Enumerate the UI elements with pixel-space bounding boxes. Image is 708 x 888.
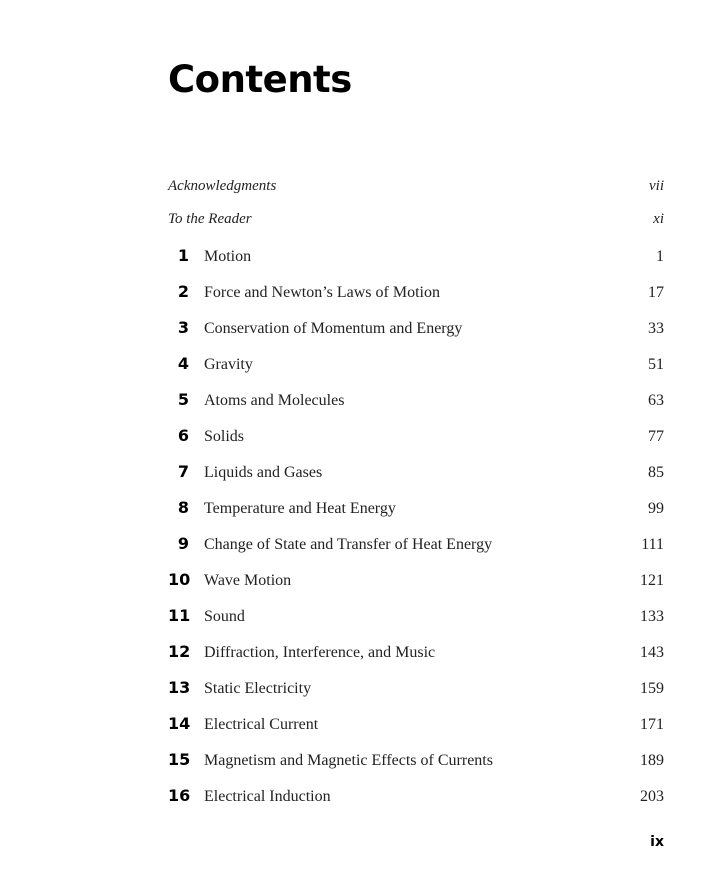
chapter-number: 6 (177, 426, 189, 445)
toc-chapter-row[interactable] (168, 634, 664, 670)
toc-front-matter-acknowledgments[interactable] (168, 170, 664, 203)
toc-chapter-row[interactable] (168, 382, 664, 418)
chapter-list (168, 238, 664, 814)
chapter-number: 12 (168, 642, 191, 661)
chapter-title: Static Electricity (204, 680, 312, 697)
chapter-page: 85 (648, 464, 664, 481)
toc-entry-title: Acknowledgments (168, 178, 277, 194)
toc-chapter-row[interactable] (168, 238, 664, 274)
chapter-title: Diffraction, Interference, and Music (204, 644, 436, 661)
chapter-page: 133 (640, 608, 664, 625)
chapter-number: 4 (177, 354, 189, 373)
toc-chapter-row[interactable] (168, 778, 664, 814)
chapter-number: 5 (177, 390, 189, 409)
toc-chapter-row[interactable] (168, 274, 664, 310)
chapter-number: 10 (168, 570, 191, 589)
toc-chapter-row[interactable] (168, 418, 664, 454)
toc-front-matter-to-the-reader[interactable] (168, 203, 664, 236)
chapter-number: 3 (177, 318, 189, 337)
chapter-page: 33 (648, 320, 664, 337)
chapter-title: Change of State and Transfer of Heat Energy (204, 536, 493, 553)
chapter-page: 77 (648, 428, 664, 445)
chapter-page: 111 (641, 536, 664, 553)
chapter-number: 16 (168, 786, 191, 805)
chapter-number: 8 (177, 498, 189, 517)
toc-chapter-row[interactable] (168, 346, 664, 382)
toc-chapter-row[interactable] (168, 598, 664, 634)
chapter-title: Force and Newton’s Laws of Motion (204, 284, 440, 301)
chapter-page: 189 (640, 752, 664, 769)
table-of-contents (168, 170, 664, 814)
toc-chapter-row[interactable] (168, 490, 664, 526)
chapter-title: Temperature and Heat Energy (204, 500, 396, 517)
chapter-page: 121 (640, 572, 664, 589)
chapter-page: 143 (640, 644, 664, 661)
chapter-number: 11 (168, 606, 191, 625)
page-number: ix (650, 834, 664, 850)
chapter-page: 17 (648, 284, 664, 301)
chapter-number: 9 (177, 534, 189, 553)
chapter-title: Atoms and Molecules (204, 392, 345, 409)
chapter-title: Sound (204, 608, 245, 625)
chapter-page: 63 (648, 392, 664, 409)
chapter-title: Motion (204, 248, 252, 265)
chapter-title: Gravity (204, 356, 253, 373)
chapter-number: 15 (168, 750, 191, 769)
toc-chapter-row[interactable] (168, 526, 664, 562)
chapter-number: 1 (177, 246, 189, 265)
chapter-page: 99 (648, 500, 664, 517)
chapter-page: 203 (640, 788, 664, 805)
page-title: Contents (168, 58, 352, 101)
chapter-page: 1 (656, 248, 664, 265)
chapter-page: 159 (640, 680, 664, 697)
toc-entry-page: xi (653, 211, 664, 227)
chapter-number: 7 (177, 462, 189, 481)
toc-chapter-row[interactable] (168, 562, 664, 598)
toc-chapter-row[interactable] (168, 454, 664, 490)
chapter-number: 14 (168, 714, 191, 733)
chapter-title: Solids (204, 428, 245, 445)
chapter-title: Liquids and Gases (204, 464, 323, 481)
toc-entry-page: vii (649, 178, 664, 194)
toc-chapter-row[interactable] (168, 310, 664, 346)
chapter-title: Magnetism and Magnetic Effects of Currents (204, 752, 493, 769)
chapter-title: Wave Motion (204, 572, 292, 589)
chapter-title: Electrical Current (204, 716, 319, 733)
chapter-page: 51 (648, 356, 664, 373)
toc-chapter-row[interactable] (168, 706, 664, 742)
chapter-title: Conservation of Momentum and Energy (204, 320, 463, 337)
toc-chapter-row[interactable] (168, 670, 664, 706)
chapter-title: Electrical Induction (204, 788, 331, 805)
toc-chapter-row[interactable] (168, 742, 664, 778)
chapter-number: 13 (168, 678, 191, 697)
toc-entry-title: To the Reader (168, 211, 252, 227)
chapter-number: 2 (177, 282, 189, 301)
chapter-page: 171 (640, 716, 664, 733)
